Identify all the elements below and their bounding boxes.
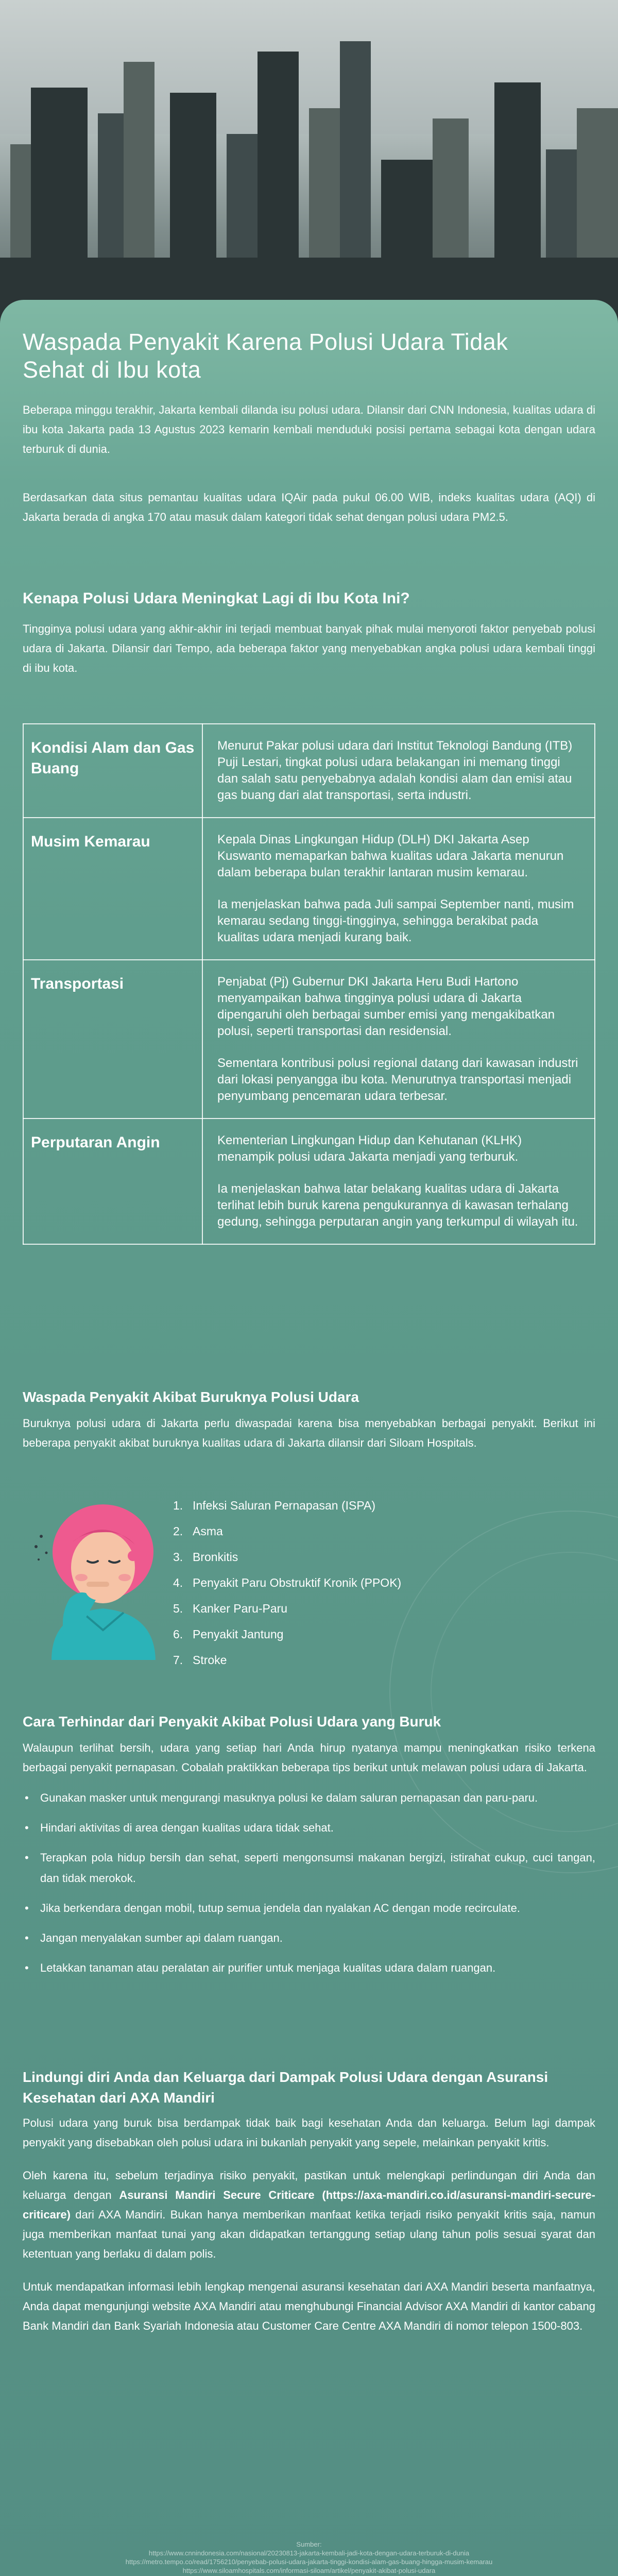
diseases-body: Buruknya polusi udara di Jakarta perlu diwaspadai karena bisa menyebabkan berbagai penyakit. Berikut ini beberapa penyakit akibat buruknya kualitas udara di Jakarta dilansir dari Siloam Hospitals. <box>23 1417 595 1449</box>
why-body: Tingginya polusi udara yang akhir-akhir ini terjadi membuat banyak pihak mulai menyoroti faktor penyebab polusi udara di Jakarta. Dilansir dari Tempo, ada beberapa faktor yang menyebabkan angka polusi udara kembali tinggi di ibu kota. <box>23 622 595 674</box>
list-item: 5. Kanker Paru-Paru <box>173 1602 288 1615</box>
protect-section <box>23 2067 595 2336</box>
factor-description: Kementerian Lingkungan Hidup dan Kehutanan (KLHK) menampik polusi udara Jakarta menjadi yang terburuk. Ia menjelaskan bahwa latar belakang kualitas udara di Jakarta terlihat lebih buruk karena pengukurannya di kawasan terhalang gedung, sehingga perputaran angin yang terkumpul di wilayah itu. <box>202 1118 595 1244</box>
bullet-icon: • <box>25 1821 29 1834</box>
protect-paragraph-3: Untuk mendapatkan informasi lebih lengkap mengenai asuransi kesehatan dari AXA Mandiri beserta manfaatnya, Anda dapat mengunjungi website AXA Mandiri atau menghubungi Financial Advisor AXA Mandiri di kantor cabang Bank Mandiri dan Bank Syariah Indonesia atau Customer Care Centre AXA Mandiri di nomor telepon 1500-803. <box>23 2280 595 2332</box>
tips-body: Walaupun terlihat bersih, udara yang setiap hari Anda hirup nyatanya mampu meningkatkan risiko terkena berbagai penyakit pernapasan. Cobalah praktikkan beberapa tips berikut untuk melawan polusi udara di Jakarta. <box>23 1741 595 1774</box>
protect-paragraph-2: Oleh karena itu, sebelum terjadinya risiko penyakit, pastikan untuk melengkapi perlindungan diri Anda dan keluarga dengan Asuransi Mandiri Secure Criticare (https://axa-mandiri.co.id/asuransi-mandiri-secure-criticare) dari AXA Mandiri. Bukan hanya memberikan manfaat ketika terjadi risiko penyakit kritis saja, namun juga memberikan manfaat tunai yang akan didapatkan tertanggung setiap ulang tahun polis sesuai syarat dan ketentuan yang berlaku di dalam polis. <box>23 2169 595 2260</box>
diseases-list <box>173 1493 534 1673</box>
table-row <box>23 960 595 1118</box>
protect-paragraph-1: Polusi udara yang buruk bisa berdampak tidak baik bagi kesehatan Anda dan keluarga. Belum lagi dampak penyakit yang disebabkan oleh polusi udara ini bukanlah penyakit yang sepele, melainkan penyakit kritis. <box>23 2116 595 2149</box>
list-item: 4. Penyakit Paru Obstruktif Kronik (PPOK) <box>173 1576 402 1589</box>
bullet-icon: • <box>25 1931 29 1944</box>
why-section <box>23 588 595 678</box>
bullet-icon: • <box>25 1961 29 1974</box>
list-item: 3. Bronkitis <box>173 1550 238 1564</box>
tips-section <box>23 1711 595 1988</box>
tips-list <box>23 1788 595 1978</box>
product-name: Asuransi Mandiri Secure Criticare <box>119 2189 315 2201</box>
diseases-list-wrap <box>173 1493 534 1673</box>
why-heading: Kenapa Polusi Udara Meningkat Lagi di Ibu Kota Ini? <box>23 590 410 607</box>
list-item: • Jika berkendara dengan mobil, tutup semua jendela dan nyalakan AC dengan mode recirculate. <box>23 1898 595 1919</box>
article-card <box>0 300 618 2576</box>
list-item: • Gunakan masker untuk mengurangi masuknya polusi ke dalam saluran pernapasan dan paru-paru. <box>23 1788 595 1808</box>
list-item: • Hindari aktivitas di area dengan kualitas udara tidak sehat. <box>23 1818 595 1838</box>
factors-table <box>23 723 595 1245</box>
list-item: 7. Stroke <box>173 1653 227 1667</box>
bullet-icon: • <box>25 1851 29 1864</box>
bullet-icon: • <box>25 1902 29 1914</box>
factor-name: Transportasi <box>23 960 202 1118</box>
coughing-person-illustration <box>21 1495 185 1665</box>
bullet-icon: • <box>25 1791 29 1804</box>
factor-name: Perputaran Angin <box>23 1118 202 1244</box>
factor-description: Menurut Pakar polusi udara dari Institut Teknologi Bandung (ITB) Puji Lestari, tingkat polusi udara belakangan ini memang tinggi dan salah satu penyebabnya adalah kondisi alam dan emisi atau gas buang dari alat transportasi, serta industri. <box>202 724 595 818</box>
coughing-person-icon <box>21 1495 185 1665</box>
list-item: • Terapkan pola hidup bersih dan sehat, seperti mengonsumsi makanan bergizi, istirahat cukup, cuci tangan, dan tidak merokok. <box>23 1848 595 1889</box>
article-title: Waspada Penyakit Karena Polusi Udara Tidak Sehat di Ibu kota <box>23 329 508 383</box>
intro-paragraph-2: Berdasarkan data situs pemantau kualitas udara IQAir pada pukul 06.00 WIB, indeks kualitas udara (AQI) di Jakarta berada di angka 170 atau masuk dalam kategori tidak sehat dengan polusi udara PM2.5. <box>23 491 595 523</box>
list-item: 1. Infeksi Saluran Pernapasan (ISPA) <box>173 1499 375 1512</box>
factor-description: Kepala Dinas Lingkungan Hidup (DLH) DKI Jakarta Asep Kuswanto memaparkan bahwa kualitas udara Jakarta menurun dalam beberapa bulan terakhir lantaran musim kemarau. Ia menjelaskan bahwa pada Juli sampai September nanti, musim kemarau sedang tinggi-tingginya, sehingga berakibat pada kualitas udara menjadi kurang baik. <box>202 818 595 960</box>
tips-heading: Cara Terhindar dari Penyakit Akibat Polusi Udara yang Buruk <box>23 1714 441 1730</box>
table-row <box>23 724 595 818</box>
intro-paragraph-1: Beberapa minggu terakhir, Jakarta kembali dilanda isu polusi udara. Dilansir dari CNN Indonesia, kualitas udara di ibu kota Jakarta pada 13 Agustus 2023 kemarin kembali menduduki posisi pertama sebagai kota dengan udara terburuk di dunia. <box>23 403 595 455</box>
factor-name: Musim Kemarau <box>23 818 202 960</box>
product-link[interactable]: (https://axa-mandiri.co.id/asuransi-mandiri-secure-criticare) <box>23 2189 595 2221</box>
factor-description: Penjabat (Pj) Gubernur DKI Jakarta Heru Budi Hartono menyampaikan bahwa tingginya polusi udara di Jakarta dipengaruhi oleh berbagai sumber emisi yang mengakibatkan polusi, seperti transportasi dan residensial. Sementara kontribusi polusi regional datang dari kawasan industri dari lokasi penyangga ibu kota. Menurutnya transportasi menjadi penyumbang pencemaran udara terbesar. <box>202 960 595 1118</box>
factors-table-wrap <box>23 723 595 1245</box>
list-item: 2. Asma <box>173 1524 223 1538</box>
table-row <box>23 818 595 960</box>
factor-name: Kondisi Alam dan Gas Buang <box>23 724 202 818</box>
list-item: • Letakkan tanaman atau peralatan air purifier untuk menjaga kualitas udara dalam ruangan. <box>23 1958 595 1978</box>
protect-heading: Lindungi diri Anda dan Keluarga dari Dampak Polusi Udara dengan Asuransi Kesehatan dari AXA Mandiri <box>23 2069 548 2106</box>
table-row <box>23 1118 595 1244</box>
list-item: • Jangan menyalakan sumber api dalam ruangan. <box>23 1928 595 1948</box>
diseases-section <box>23 1387 595 1453</box>
list-item: 6. Penyakit Jantung <box>173 1628 284 1641</box>
source-footnote: Sumber: https://www.cnnindonesia.com/nasional/20230813-jakarta-kembali-jadi-kota-dengan-udara-terburuk-di-dunia https://metro.tempo.co/read/1756210/penyebab-polusi-udara-jakarta-tinggi-kondisi-alam-gas-buang-hingga-musim-kemarau https://www.siloamhospitals.com/informasi-siloam/artikel/penyakit-akibat-polusi-udara <box>125 2540 493 2574</box>
diseases-heading: Waspada Penyakit Akibat Buruknya Polusi Udara <box>23 1389 359 1405</box>
hero-image <box>0 0 618 330</box>
